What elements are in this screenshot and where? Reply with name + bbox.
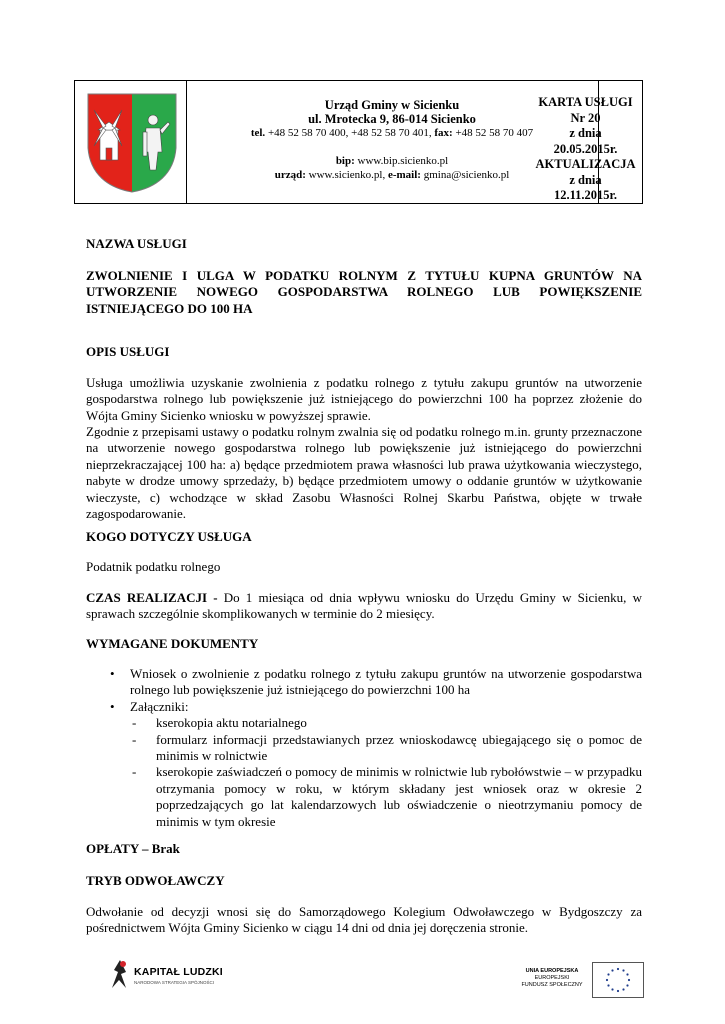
attachment-item bbox=[86, 764, 642, 830]
fax-label: fax: bbox=[434, 127, 453, 139]
eu-logo bbox=[516, 960, 646, 1000]
dash-icon: - bbox=[132, 715, 137, 731]
kapital-ludzki-icon bbox=[108, 958, 130, 990]
urzad-label: urząd: bbox=[274, 169, 306, 181]
email-label: e-mail: bbox=[387, 169, 421, 181]
fees-heading: OPŁATY – Brak bbox=[86, 841, 180, 856]
card-info-cell bbox=[529, 81, 642, 203]
office-address: ul. Mrotecka 9, 86-014 Sicienko bbox=[308, 112, 476, 126]
appeal-heading: TRYB ODWOŁAWCZY bbox=[86, 873, 225, 888]
appeal-text: Odwołanie od decyzji wnosi się do Samorządowego Kolegium Odwoławczego w Bydgoszczy za pośrednictwem Wójta Gminy Sicienko w ciągu 14 dni od dnia jej doręczenia stronie. bbox=[86, 904, 642, 936]
eu-line-3: FUNDUSZ SPOŁECZNY bbox=[521, 982, 583, 988]
card-update-date-label: z dnia bbox=[569, 172, 602, 187]
attachment-text: formularz informacji przedstawianych przez wnioskodawcę ubiegającego się o pomoc de minimis w rolnictwie bbox=[156, 731, 642, 764]
card-date: 20.05.2015r. bbox=[553, 141, 618, 156]
office-name: Urząd Gminy w Sicienku bbox=[324, 98, 460, 112]
description-para-1: Usługa umożliwia uzyskanie zwolnienia z podatku rolnego z tytułu zakupu gruntów na utworzenie gospodarstwa rolnego lub powiększenie już istniejącego do powierzchni 100 ha poprzez złożenie do Wójta Gminy Sicienko wniosku w powyższej sprawie. bbox=[86, 375, 642, 423]
documents-heading: WYMAGANE DOKUMENTY bbox=[86, 636, 259, 651]
tel-label: tel. bbox=[250, 127, 266, 139]
dash-icon: - bbox=[132, 764, 137, 780]
bullet-icon: • bbox=[110, 698, 115, 714]
website-link[interactable]: www.sicienko.pl, bbox=[305, 169, 388, 181]
description-para-2: Zgodnie z przepisami ustawy o podatku rolnym zwalnia się od podatku rolnego m.in. grunty przeznaczone na utworzenie nowego gospodarstwa rolnego lub powiększenie już istniejącego do powierzchni nieprzekraczającej 100 ha: a) będące przedmiotem prawa własności lub prawa użytkowania wieczystego, nabyte w drodze umowy sprzedaży, b) będące przedmiotem umowy o oddanie gruntów w użytkowanie wieczyste, c) wchodzące w skład Zasobu Własności Rolnej Skarbu Państwa, objęte w trwałe zagospodarowanie. bbox=[86, 424, 642, 522]
attachment-item bbox=[86, 732, 642, 765]
coat-of-arms-icon bbox=[86, 92, 178, 194]
header-table bbox=[74, 80, 643, 204]
bip-link[interactable]: www.bip.sicienko.pl bbox=[354, 155, 449, 167]
bip-label: bip: bbox=[335, 155, 355, 167]
eu-line-1: UNIA EUROPEJSKA bbox=[525, 968, 579, 974]
service-name-title: ZWOLNIENIE I ULGA W PODATKU ROLNYM Z TYTUŁU KUPNA GRUNTÓW NA UTWORZENIE NOWEGO GOSPODARSTWA ROLNEGO LUB POWIĘKSZENIE ISTNIEJĄCEGO DO 100 HA bbox=[86, 268, 642, 316]
tel-value: +48 52 58 70 400, +48 52 58 70 401, bbox=[265, 127, 435, 139]
card-number: Nr 20 bbox=[570, 110, 601, 125]
list-item bbox=[86, 666, 642, 699]
document-attachments-label: Załączniki: bbox=[130, 698, 189, 714]
kapital-ludzki-subtitle: NARODOWA STRATEGIA SPÓJNOŚCI bbox=[134, 980, 215, 985]
description-heading: OPIS USŁUGI bbox=[86, 344, 170, 359]
attachment-text: kserokopie zaświadczeń o pomocy de minimis w rolnictwie lub rybołówstwie – w przypadku otrzymania pomocy w roku, w którym składany jest wniosek oraz w okresie 2 poprzedzających go lat kalendarzowych lub oświadczenie o nieotrzymaniu pomocy de minimis w tym okresie bbox=[156, 764, 642, 829]
eu-flag-icon bbox=[592, 962, 644, 998]
documents-list bbox=[86, 666, 642, 830]
attachment-item bbox=[86, 715, 642, 731]
card-date-label: z dnia bbox=[569, 126, 602, 140]
card-update-label: AKTUALIZACJA bbox=[535, 157, 636, 171]
fax-value: +48 52 58 70 407 bbox=[452, 127, 534, 139]
email-link[interactable]: gmina@sicienko.pl bbox=[420, 169, 510, 181]
eu-line-2: EUROPEJSKI bbox=[534, 975, 570, 981]
time-heading: CZAS REALIZACJI - bbox=[86, 590, 218, 605]
who-heading: KOGO DOTYCZY USŁUGA bbox=[86, 529, 252, 544]
crest-cell bbox=[75, 81, 187, 203]
card-title: KARTA USŁUGI bbox=[538, 95, 633, 109]
dash-icon: - bbox=[132, 731, 137, 747]
kapital-ludzki-title: KAPITAŁ LUDZKI bbox=[134, 966, 223, 978]
who-text: Podatnik podatku rolnego bbox=[86, 559, 221, 574]
kapital-ludzki-logo bbox=[108, 956, 228, 996]
card-update-date: 12.11.2015r. bbox=[553, 188, 618, 202]
service-name-heading: NAZWA USŁUGI bbox=[86, 236, 187, 251]
bullet-icon: • bbox=[110, 666, 115, 681]
list-item bbox=[86, 699, 642, 715]
time-text: Do 1 miesiąca od dnia wpływu wniosku do Urzędu Gminy w Sicienku, w sprawach szczególnie skomplikowanych w terminie do 2 miesięcy. bbox=[86, 590, 642, 622]
attachment-text: kserokopia aktu notarialnego bbox=[156, 715, 307, 731]
document-application: Wniosek o zwolnienie z podatku rolnego z tytułu zakupu gruntów na utworzenie gospodarstwa rolnego lub powiększenie już istniejącego do powierzchni 100 ha bbox=[130, 666, 642, 698]
time-paragraph bbox=[86, 590, 642, 623]
